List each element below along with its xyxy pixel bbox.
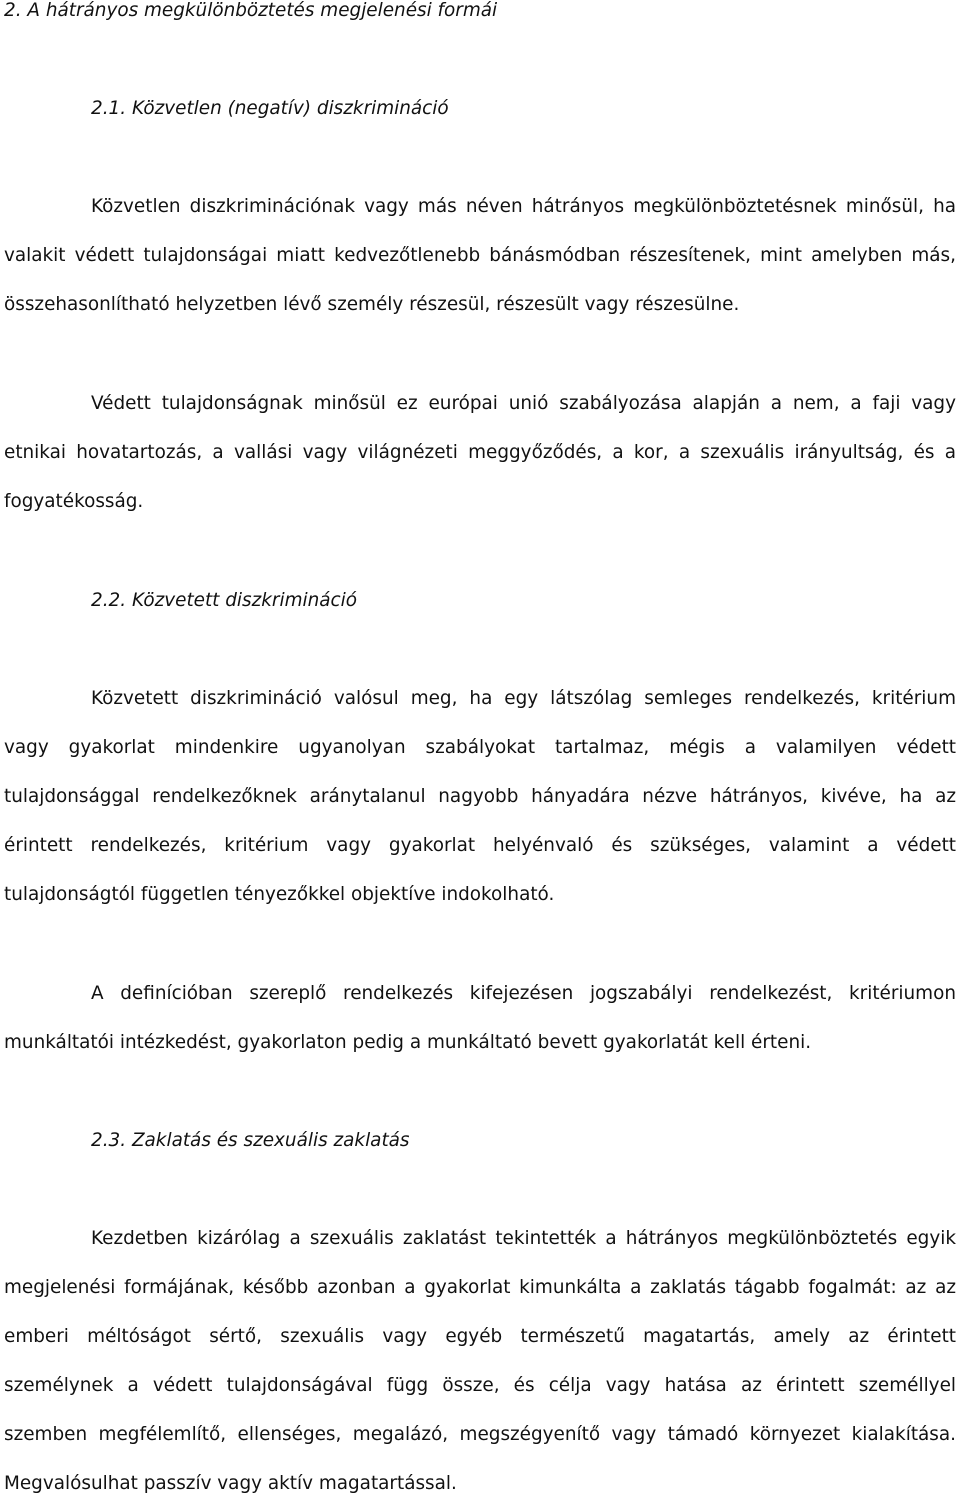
paragraph-line: valakit védett tulajdonságai miatt kedvezőtlenebb bánásmódban részesítenek, mint amelyben más,: [4, 245, 956, 266]
section-heading-2-3: 2.3. Zaklatás és szexuális zaklatás: [91, 1130, 410, 1151]
paragraph-line: érintett rendelkezés, kritérium vagy gyakorlat helyénvaló és szükséges, valamint a védett: [4, 835, 956, 856]
paragraph-line: munkáltatói intézkedést, gyakorlaton pedig a munkáltató bevett gyakorlatát kell érteni.: [4, 1032, 812, 1053]
paragraph-line: Megvalósulhat passzív vagy aktív magatartással.: [4, 1473, 457, 1494]
paragraph-line: személynek a védett tulajdonságával függ össze, és célja vagy hatása az érintett személlyel: [4, 1375, 956, 1396]
paragraph-line: Közvetlen diszkriminációnak vagy más néven hátrányos megkülönböztetésnek minősül, ha: [91, 196, 956, 217]
paragraph-line: etnikai hovatartozás, a vallási vagy világnézeti meggyőződés, a kor, a szexuális irányultság, és a: [4, 442, 956, 463]
section-heading-2-1: 2.1. Közvetlen (negatív) diszkrimináció: [91, 98, 449, 119]
paragraph-line: tulajdonsággal rendelkezőknek aránytalanul nagyobb hányadára nézve hátrányos, kivéve, ha az: [4, 786, 956, 807]
paragraph-line: Közvetett diszkrimináció valósul meg, ha egy látszólag semleges rendelkezés, kritérium: [91, 688, 956, 709]
paragraph-line: szemben megfélemlítő, ellenséges, megalázó, megszégyenítő vagy támadó környezet kialakítása.: [4, 1424, 956, 1445]
paragraph-line: vagy gyakorlat mindenkire ugyanolyan szabályokat tartalmaz, mégis a valamilyen védett: [4, 737, 956, 758]
section-heading-2: 2. A hátrányos megkülönböztetés megjelenési formái: [4, 0, 498, 21]
paragraph-line: tulajdonságtól független tényezőkkel objektíve indokolható.: [4, 884, 555, 905]
paragraph-line: Kezdetben kizárólag a szexuális zaklatást tekintették a hátrányos megkülönböztetés egyik: [91, 1228, 956, 1249]
paragraph-line: összehasonlítható helyzetben lévő személy részesül, részesült vagy részesülne.: [4, 294, 740, 315]
paragraph-line: Védett tulajdonságnak minősül ez európai unió szabályozása alapján a nem, a faji vagy: [91, 393, 956, 414]
section-heading-2-2: 2.2. Közvetett diszkrimináció: [91, 590, 357, 611]
paragraph-line: megjelenési formájának, később azonban a gyakorlat kimunkálta a zaklatás tágabb fogalmát: az az: [4, 1277, 956, 1298]
paragraph-line: fogyatékosság.: [4, 491, 144, 512]
paragraph-line: emberi méltóságot sértő, szexuális vagy egyéb természetű magatartás, amely az érintett: [4, 1326, 956, 1347]
paragraph-line: A definícióban szereplő rendelkezés kifejezésen jogszabályi rendelkezést, kritériumon: [91, 983, 956, 1004]
